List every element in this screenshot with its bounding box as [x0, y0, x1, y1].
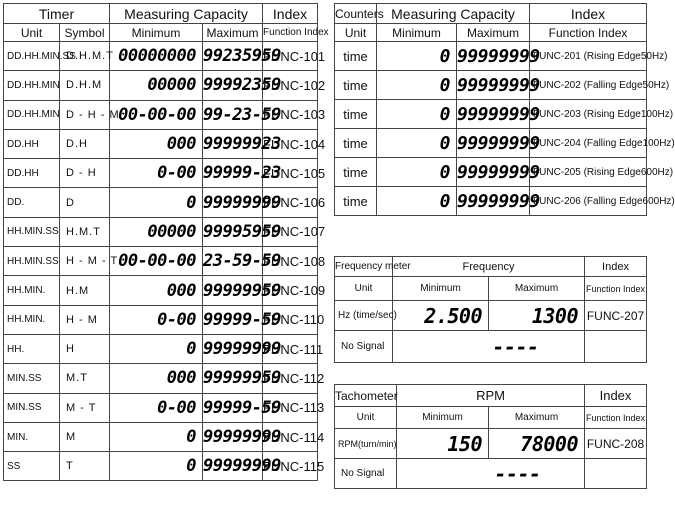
table-row [335, 100, 647, 129]
rpm-table [334, 384, 647, 489]
timer-func-cell: FUNC-106 [263, 188, 318, 217]
table-row [4, 42, 318, 71]
timer-max-value: 23-59-59 [203, 247, 263, 276]
timer-func-cell: FUNC-107 [263, 217, 318, 246]
rpm-func-header: Function Index [585, 407, 647, 429]
table-row [4, 217, 318, 246]
rpm-func-cell: FUNC-208 [585, 429, 647, 459]
table-row [4, 100, 318, 129]
timer-max-value: 99992359 [203, 71, 263, 100]
counters-minimum-header: Minimum [377, 24, 457, 42]
timer-func-cell: FUNC-114 [263, 422, 318, 451]
timer-min-value: 0-00 [110, 305, 203, 334]
timer-minimum-header: Minimum [110, 24, 203, 42]
frequency-unit-cell: Hz (time/sec) [335, 301, 393, 331]
timer-unit-cell: HH.MIN.SS [4, 247, 60, 276]
timer-min-value: 00-00-00 [110, 247, 203, 276]
timer-symbol-cell: H.M.T [60, 217, 110, 246]
timer-symbol-cell: D [60, 188, 110, 217]
timer-symbol-cell: H.M [60, 276, 110, 305]
table-row [335, 71, 647, 100]
counters-capacity-header: Measuring Capacity [377, 4, 530, 24]
counters-unit-cell: time [335, 158, 377, 187]
timer-symbol-header: Symbol [60, 24, 110, 42]
timer-min-value: 0-00 [110, 393, 203, 422]
counters-unit-cell: time [335, 187, 377, 216]
frequency-table [334, 256, 647, 363]
timer-unit-cell: DD.HH [4, 129, 60, 158]
timer-func-cell: FUNC-101 [263, 42, 318, 71]
rpm-unit-header: Unit [335, 407, 397, 429]
timer-capacity-header: Measuring Capacity [110, 4, 263, 24]
timer-func-cell: FUNC-108 [263, 247, 318, 276]
counters-func-cell: FUNC-203 (Rising Edge100Hz) [530, 100, 647, 129]
timer-unit-cell: SS [4, 452, 60, 481]
timer-min-value: 0 [110, 334, 203, 363]
timer-max-value: 99999923 [203, 129, 263, 158]
timer-symbol-cell: H [60, 334, 110, 363]
timer-max-value: 99999999 [203, 452, 263, 481]
table-row [4, 71, 318, 100]
timer-unit-cell: MIN.SS [4, 364, 60, 393]
timer-max-value: 99999-23 [203, 159, 263, 188]
counters-unit-cell: time [335, 129, 377, 158]
timer-min-value: 00000 [110, 71, 203, 100]
timer-unit-cell: MIN. [4, 422, 60, 451]
timer-min-value: 000 [110, 276, 203, 305]
timer-symbol-cell: D - H - M [60, 100, 110, 129]
counters-max-value: 99999999 [457, 100, 530, 129]
rpm-minimum-header: Minimum [397, 407, 489, 429]
frequency-nosignal-label: No Signal [335, 331, 393, 363]
timer-min-value: 0 [110, 452, 203, 481]
timer-symbol-cell: D.H [60, 129, 110, 158]
counters-max-value: 99999999 [457, 71, 530, 100]
counters-min-value: 0 [377, 187, 457, 216]
timer-symbol-cell: D - H [60, 159, 110, 188]
counters-index-header: Index [530, 4, 647, 24]
timer-max-value: 99235959 [203, 42, 263, 71]
timer-symbol-cell: D.H.M.T [60, 42, 110, 71]
timer-max-value: 99999-59 [203, 305, 263, 334]
counters-max-value: 99999999 [457, 42, 530, 71]
counters-unit-header: Unit [335, 24, 377, 42]
table-row [4, 305, 318, 334]
counters-func-header: Function Index [530, 24, 647, 42]
counters-min-value: 0 [377, 42, 457, 71]
timer-min-value: 000 [110, 129, 203, 158]
timer-symbol-cell: T [60, 452, 110, 481]
timer-min-value: 00000 [110, 217, 203, 246]
frequency-group-header: Frequency meter [335, 257, 393, 277]
counters-min-value: 0 [377, 100, 457, 129]
timer-func-cell: FUNC-105 [263, 159, 318, 188]
table-row [4, 188, 318, 217]
table-row [4, 159, 318, 188]
table-row [4, 334, 318, 363]
table-row [335, 187, 647, 216]
timer-unit-cell: DD. [4, 188, 60, 217]
timer-symbol-cell: D.H.M [60, 71, 110, 100]
frequency-minimum-header: Minimum [393, 277, 489, 301]
counters-func-cell: FUNC-204 (Falling Edge100Hz) [530, 129, 647, 158]
rpm-nosignal-label: No Signal [335, 459, 397, 489]
frequency-min-value: 2.500 [393, 301, 489, 331]
rpm-min-value: 150 [397, 429, 489, 459]
timer-min-value: 0-00 [110, 159, 203, 188]
frequency-func-header: Function Index [585, 277, 647, 301]
counters-min-value: 0 [377, 129, 457, 158]
table-row [335, 129, 647, 158]
timer-unit-header: Unit [4, 24, 60, 42]
counters-max-value: 99999999 [457, 187, 530, 216]
timer-func-cell: FUNC-115 [263, 452, 318, 481]
timer-unit-cell: HH.MIN. [4, 305, 60, 334]
timer-unit-cell: HH. [4, 334, 60, 363]
timer-max-value: 99999959 [203, 364, 263, 393]
timer-index-header: Index [263, 4, 318, 24]
counters-max-value: 99999999 [457, 158, 530, 187]
timer-func-cell: FUNC-112 [263, 364, 318, 393]
table-row [4, 364, 318, 393]
table-row [4, 393, 318, 422]
counters-table [334, 3, 675, 216]
counters-func-cell: FUNC-206 (Falling Edge600Hz) [530, 187, 647, 216]
timer-func-cell: FUNC-104 [263, 129, 318, 158]
rpm-index-header: Index [585, 385, 647, 407]
counters-unit-cell: time [335, 100, 377, 129]
rpm-max-value: 78000 [489, 429, 585, 459]
timer-max-value: 99995959 [203, 217, 263, 246]
frequency-maximum-header: Maximum [489, 277, 585, 301]
counters-func-cell: FUNC-202 (Falling Edge50Hz) [530, 71, 647, 100]
table-row [4, 422, 318, 451]
timer-symbol-cell: M - T [60, 393, 110, 422]
table-row [4, 129, 318, 158]
timer-max-value: 99999999 [203, 188, 263, 217]
timer-func-cell: FUNC-102 [263, 71, 318, 100]
timer-max-value: 99999959 [203, 276, 263, 305]
counters-min-value: 0 [377, 71, 457, 100]
timer-symbol-cell: H - M - T [60, 247, 110, 276]
timer-max-value: 99999999 [203, 334, 263, 363]
rpm-maximum-header: Maximum [489, 407, 585, 429]
frequency-nosignal-value: ---- [393, 331, 585, 363]
rpm-nosignal-value: ---- [397, 459, 585, 489]
frequency-unit-header: Unit [335, 277, 393, 301]
timer-unit-cell: DD.HH.MIN [4, 71, 60, 100]
table-row [4, 276, 318, 305]
table-row [4, 247, 318, 276]
counters-min-value: 0 [377, 158, 457, 187]
counters-maximum-header: Maximum [457, 24, 530, 42]
timer-min-value: 00000000 [110, 42, 203, 71]
table-row [335, 158, 647, 187]
timer-func-cell: FUNC-109 [263, 276, 318, 305]
timer-symbol-cell: M.T [60, 364, 110, 393]
timer-func-cell: FUNC-103 [263, 100, 318, 129]
timer-maximum-header: Maximum [203, 24, 263, 42]
timer-group-header: Timer [4, 4, 110, 24]
counters-unit-cell: time [335, 71, 377, 100]
frequency-index-header: Index [585, 257, 647, 277]
timer-unit-cell: HH.MIN.SS [4, 217, 60, 246]
timer-min-value: 0 [110, 188, 203, 217]
timer-func-header: Function Index [263, 24, 318, 42]
counters-group-header: Counters [335, 4, 377, 24]
timer-func-cell: FUNC-111 [263, 334, 318, 363]
timer-func-cell: FUNC-110 [263, 305, 318, 334]
frequency-capacity-header: Frequency [393, 257, 585, 277]
table-row [4, 452, 318, 481]
timer-max-value: 99-23-59 [203, 100, 263, 129]
timer-max-value: 99999-59 [203, 393, 263, 422]
counters-unit-cell: time [335, 42, 377, 71]
timer-unit-cell: DD.HH [4, 159, 60, 188]
counters-func-cell: FUNC-205 (Rising Edge600Hz) [530, 158, 647, 187]
frequency-func-cell: FUNC-207 [585, 301, 647, 331]
timer-unit-cell: MIN.SS [4, 393, 60, 422]
timer-min-value: 00-00-00 [110, 100, 203, 129]
timer-unit-cell: DD.HH.MIN [4, 100, 60, 129]
counters-func-cell: FUNC-201 (Rising Edge50Hz) [530, 42, 647, 71]
counters-max-value: 99999999 [457, 129, 530, 158]
timer-unit-cell: HH.MIN. [4, 276, 60, 305]
timer-func-cell: FUNC-113 [263, 393, 318, 422]
timer-symbol-cell: M [60, 422, 110, 451]
timer-unit-cell: DD.HH.MIN.SS [4, 42, 60, 71]
rpm-unit-cell: RPM(turn/min) [335, 429, 397, 459]
rpm-group-header: Tachometer [335, 385, 397, 407]
timer-min-value: 0 [110, 422, 203, 451]
timer-table [3, 3, 329, 481]
timer-max-value: 99999999 [203, 422, 263, 451]
timer-min-value: 000 [110, 364, 203, 393]
timer-symbol-cell: H - M [60, 305, 110, 334]
table-row [335, 42, 647, 71]
frequency-max-value: 1300 [489, 301, 585, 331]
rpm-capacity-header: RPM [397, 385, 585, 407]
